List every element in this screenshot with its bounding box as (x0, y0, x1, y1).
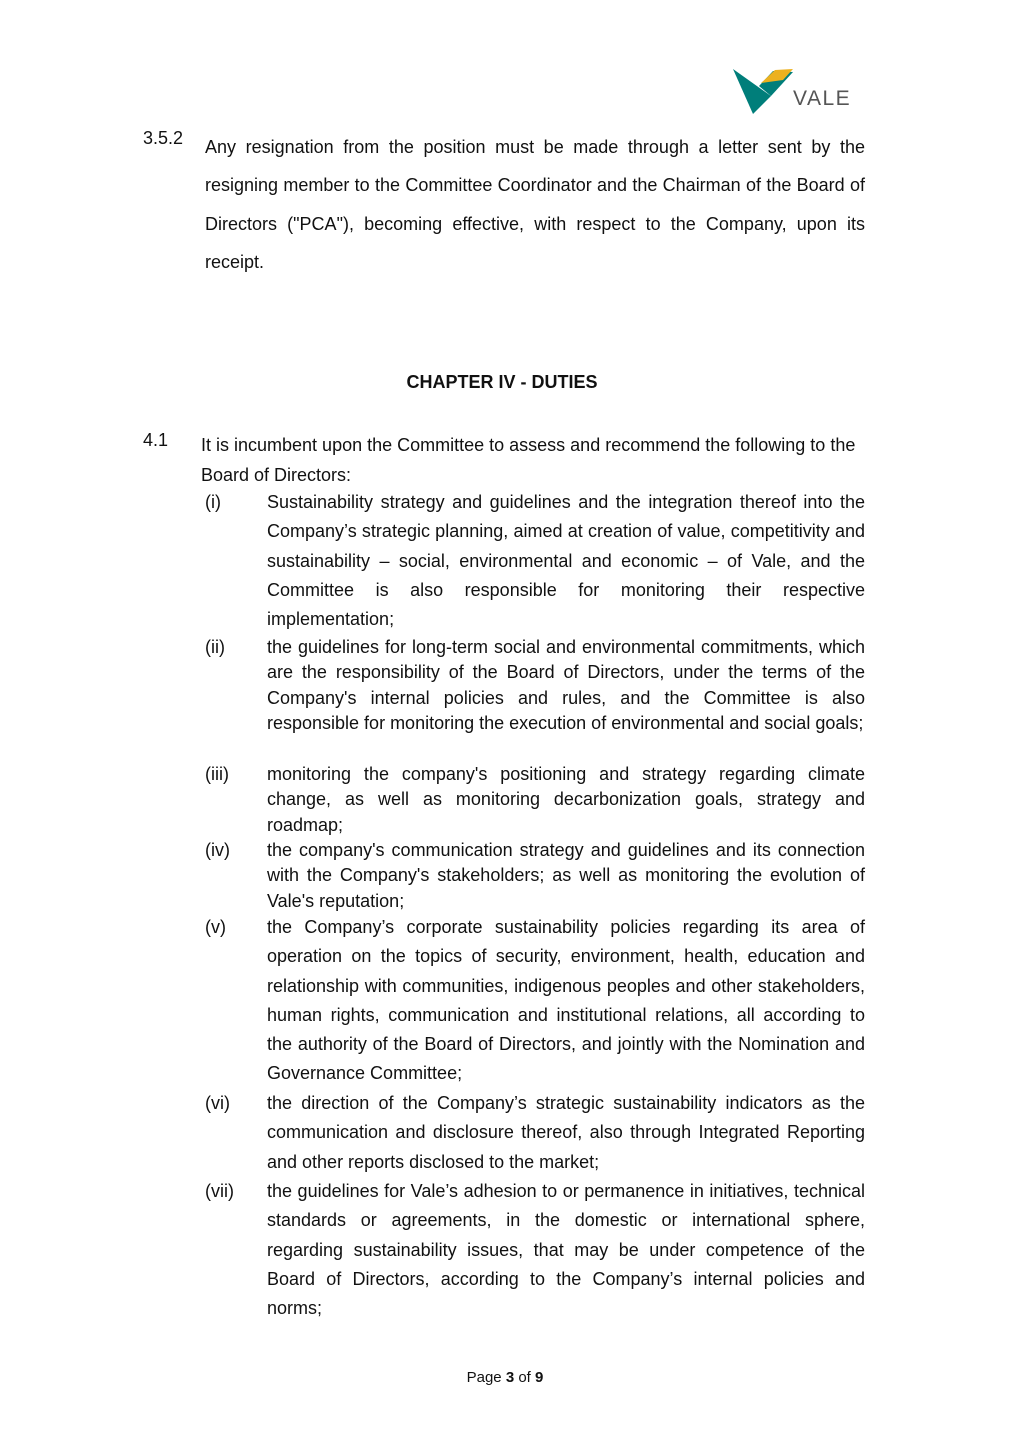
vale-logo-text: VALE (793, 87, 852, 110)
list-item-number: (vi) (205, 1093, 230, 1113)
list-item-text: monitoring the company's positioning and strategy regarding climate change, as well as monitoring decarbonization goals, strategy and roadmap; (267, 764, 865, 835)
section-number: 3.5.2 (143, 128, 184, 148)
list-item (205, 838, 865, 914)
list-item-text: the guidelines for long-term social and environmental commitments, which are the responsibility of the Board of Directors, under the terms of the Company's internal policies and rules, and the Committee is also responsible for monitoring the execution of environmental and social goals; (267, 637, 865, 733)
list-item-number: (iv) (205, 840, 230, 860)
list-item-text: the company's communication strategy and guidelines and its connection with the Company's stakeholders; as well as monitoring the evolution of Vale's reputation; (267, 840, 865, 911)
page-label: Page (466, 1369, 502, 1386)
list-item (205, 488, 865, 634)
of-label: of (518, 1369, 531, 1386)
list-item (205, 635, 865, 736)
list-item-text: the guidelines for Vale’s adhesion to or permanence in initiatives, technical standards or agreements, in the domestic or international sphere, regarding sustainability issues, that may be under competence of the Board of Directors, according to the Company’s internal policies and norms; (267, 1181, 865, 1319)
list-item-number: (vii) (205, 1181, 234, 1201)
list-item (205, 1089, 865, 1177)
vale-logo-icon (733, 66, 793, 118)
list-item-text: the direction of the Company’s strategic sustainability indicators as the communication and disclosure thereof, also through Integrated Reporting and other reports disclosed to the market; (267, 1093, 865, 1172)
list-item-text: the Company’s corporate sustainability policies regarding its area of operation on the topics of security, environment, health, education and relationship with communities, indigenous peoples and other stakeholders, human rights, communication and institutional relations, all according to the authority of the Board of Directors, and jointly with the Nomination and Governance Committee; (267, 917, 865, 1084)
list-item-text: Sustainability strategy and guidelines and the integration thereof into the Company’s strategic planning, aimed at creation of value, competitivity and sustainability – social, environmental and economic – of Vale, and the Committee is also responsible for monitoring their respective implementation; (267, 492, 865, 630)
list-item-number: (ii) (205, 637, 225, 657)
section-intro: It is incumbent upon the Committee to assess and recommend the following to the Board of Directors: (201, 435, 856, 485)
list-item (205, 762, 865, 838)
current-page: 3 (505, 1369, 515, 1386)
section-text: Any resignation from the position must be made through a letter sent by the resigning member to the Committee Coordinator and the Chairman of the Board of Directors ("PCA"), becoming effective, with respect to the Company, upon its receipt. (205, 137, 865, 272)
total-pages: 9 (535, 1369, 544, 1386)
section-4-1 (143, 430, 865, 490)
list-item-number: (iii) (205, 764, 229, 784)
list-item-number: (i) (205, 492, 221, 512)
list-item (205, 1177, 865, 1323)
chapter-title: CHAPTER IV - DUTIES (406, 372, 598, 392)
list-item-number: (v) (205, 917, 226, 937)
list-item (205, 913, 865, 1089)
page-footer (0, 1369, 1010, 1386)
section-number: 4.1 (143, 430, 169, 450)
section-3-5-2 (143, 128, 865, 281)
vale-logo (733, 66, 853, 118)
